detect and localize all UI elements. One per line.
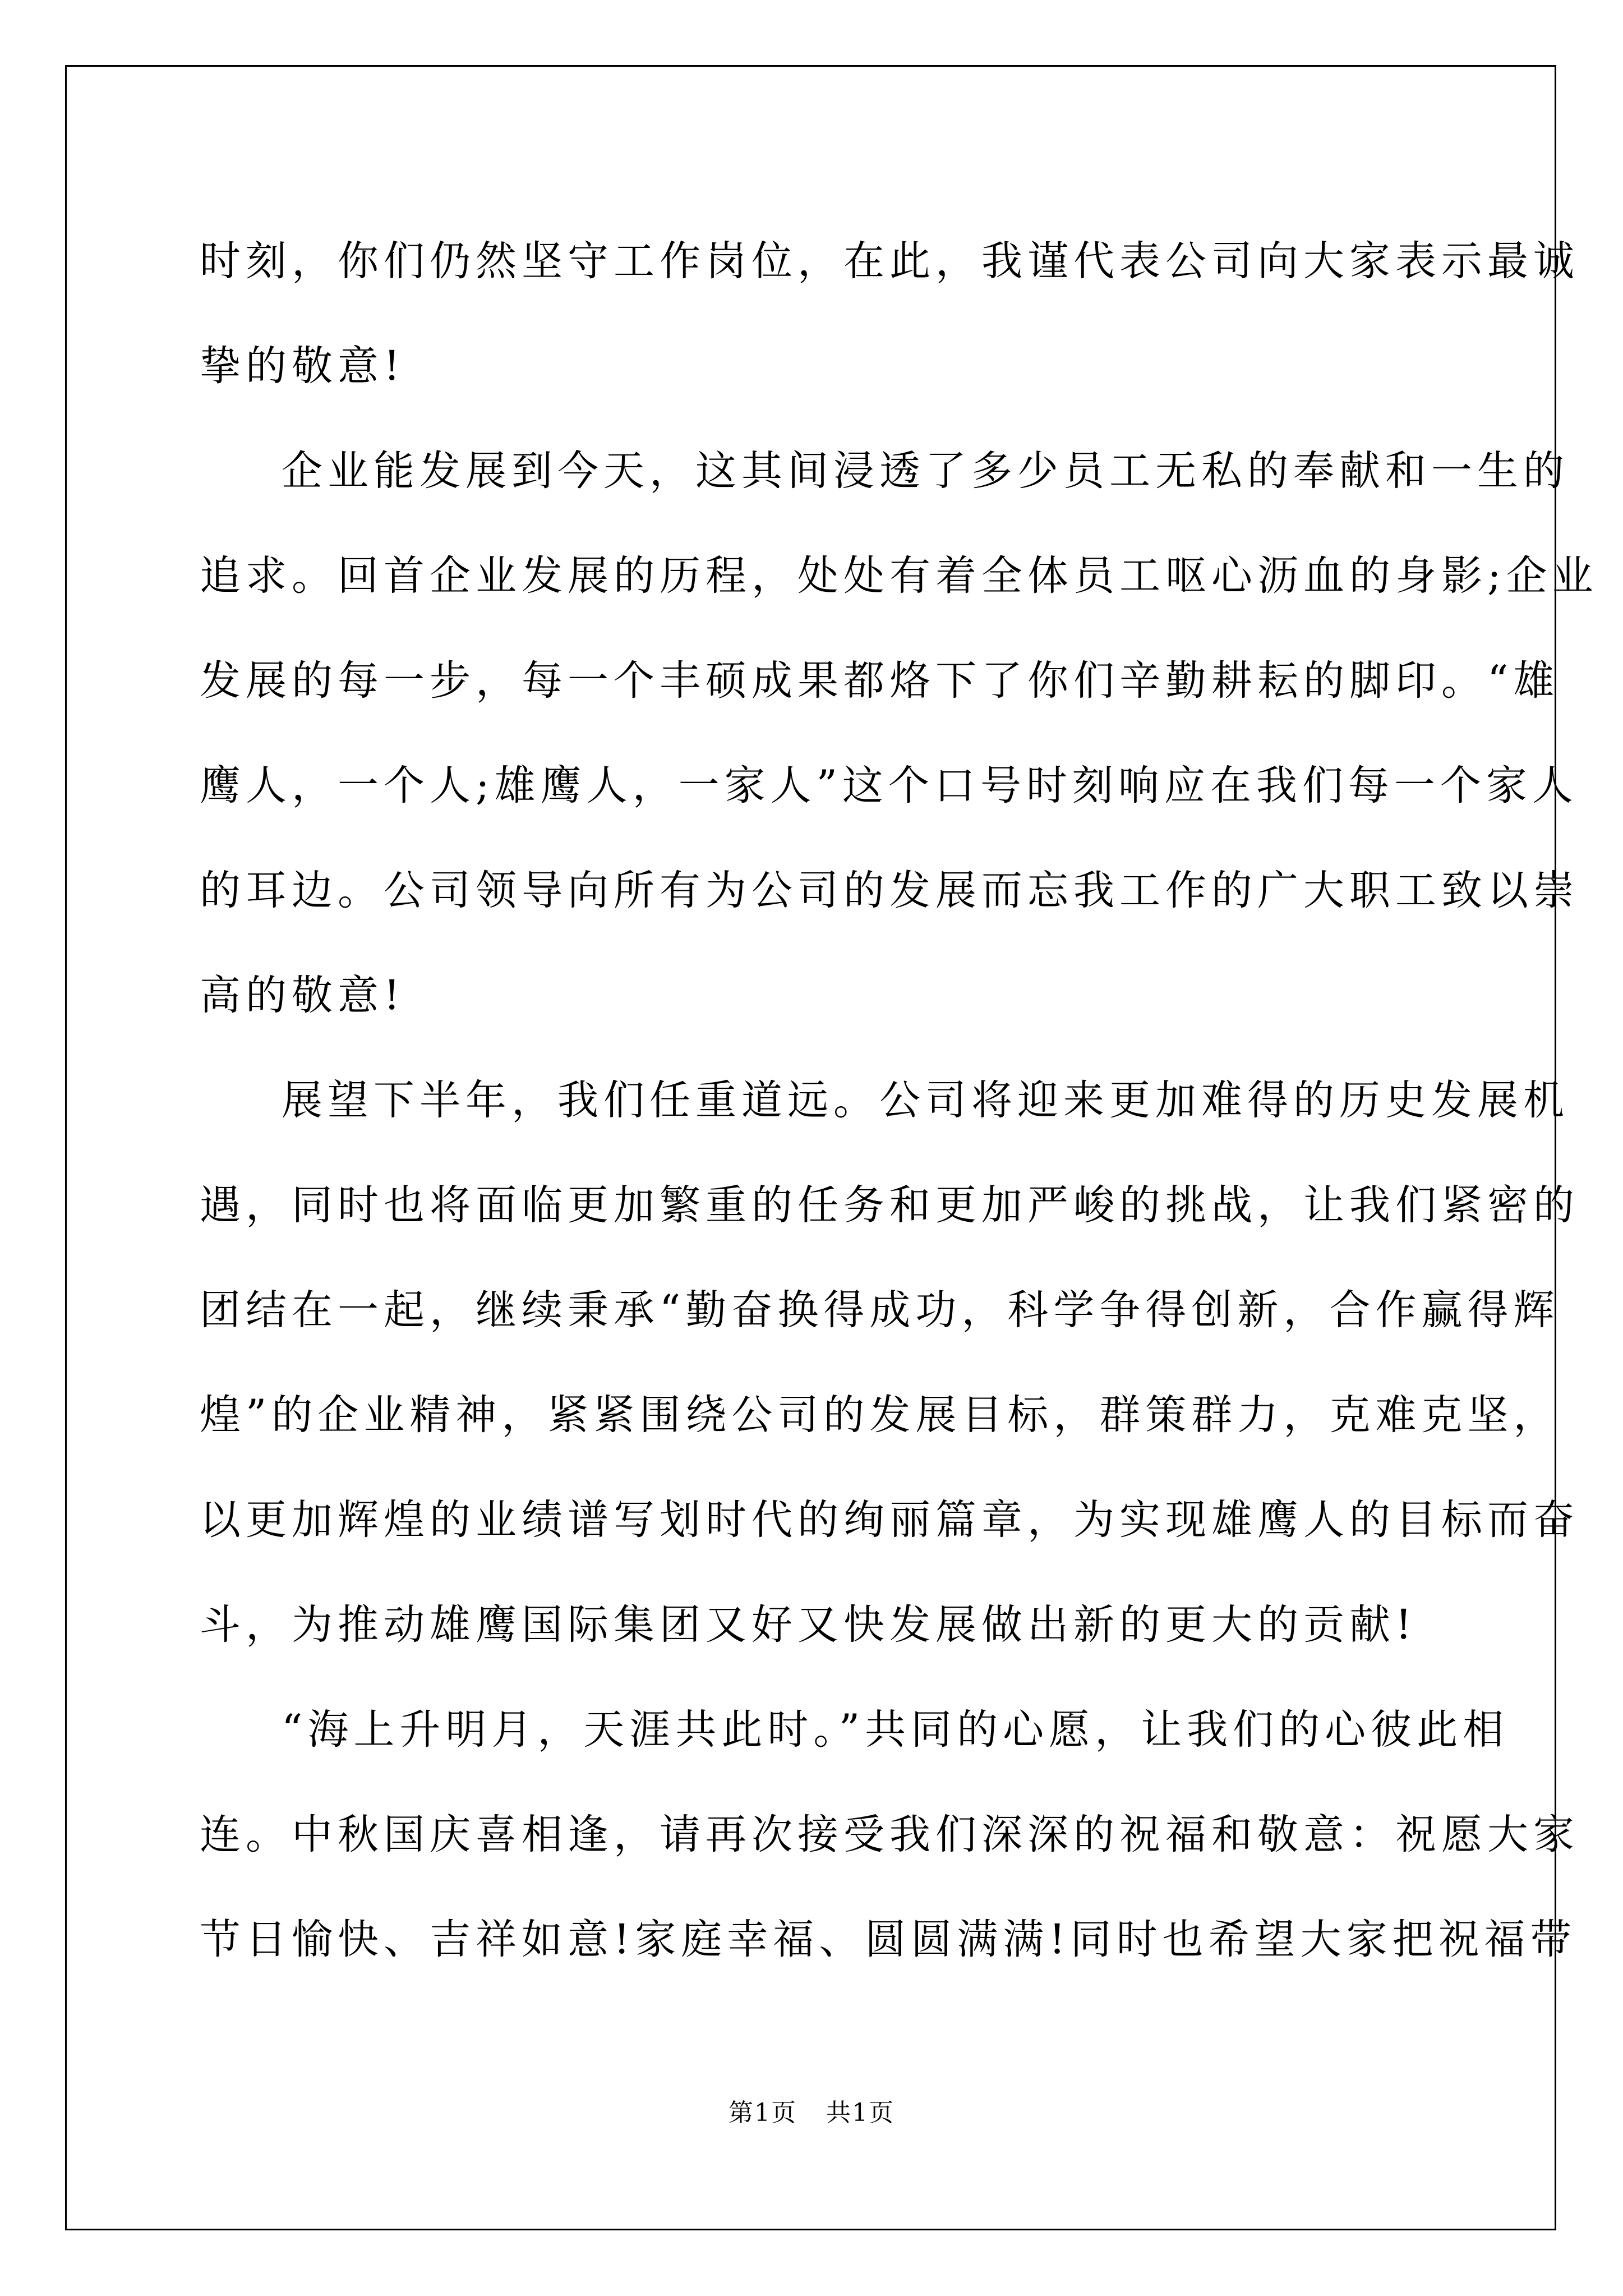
paragraph-2	[200, 418, 1598, 1048]
text-line: 团结在一起，继续秉承“勤奋换得成功，科学争得创新，合作赢得辉	[200, 1286, 1560, 1334]
page-total: 共1页	[826, 2099, 895, 2127]
text-line: 的耳边。公司领导向所有为公司的发展而忘我工作的广大职工致以崇	[200, 867, 1579, 914]
text-line: 遇，同时也将面临更加繁重的任务和更加严峻的挑战，让我们紧密的	[200, 1181, 1579, 1229]
text-line: 发展的每一步，每一个丰硕成果都烙下了你们辛勤耕耘的脚印。“雄	[200, 657, 1560, 705]
text-line: 连。中秋国庆喜相逢，请再次接受我们深深的祝福和敬意：祝愿大家	[200, 1811, 1579, 1858]
text-line: 高的敬意!	[200, 972, 405, 1019]
text-line: 斗，为推动雄鹰国际集团又好又快发展做出新的更大的贡献!	[200, 1601, 1417, 1649]
paragraph-4	[200, 1677, 1579, 1992]
text-line: 展望下半年，我们任重道远。公司将迎来更加难得的历史发展机	[282, 1076, 1569, 1124]
page-footer	[0, 2092, 1623, 2128]
text-line: 挚的敬意!	[200, 342, 405, 390]
text-line: 煌”的企业精神，紧紧围绕公司的发展目标，群策群力，克难克坚，	[200, 1391, 1560, 1439]
text-line: 时刻，你们仍然坚守工作岗位，在此，我谨代表公司向大家表示最诚	[200, 237, 1579, 285]
text-line: 鹰人，一个人;雄鹰人，一家人”这个口号时刻响应在我们每一个家人	[200, 762, 1578, 809]
document-body	[200, 209, 1598, 1992]
page-number: 第1页	[728, 2099, 797, 2127]
text-line: 以更加辉煌的业绩谱写划时代的绚丽篇章，为实现雄鹰人的目标而奋	[200, 1496, 1579, 1544]
text-line: 节日愉快、吉祥如意!家庭幸福、圆圆满满!同时也希望大家把祝福带	[200, 1916, 1576, 1963]
text-line: “海上升明月，天涯共此时。”共同的心愿，让我们的心彼此相	[282, 1706, 1509, 1754]
paragraph-1	[200, 209, 1579, 418]
text-line: 追求。回首企业发展的历程，处处有着全体员工呕心沥血的身影;企业	[200, 552, 1598, 600]
paragraph-3	[200, 1048, 1579, 1677]
text-line: 企业能发展到今天，这其间浸透了多少员工无私的奉献和一生的	[282, 447, 1569, 495]
